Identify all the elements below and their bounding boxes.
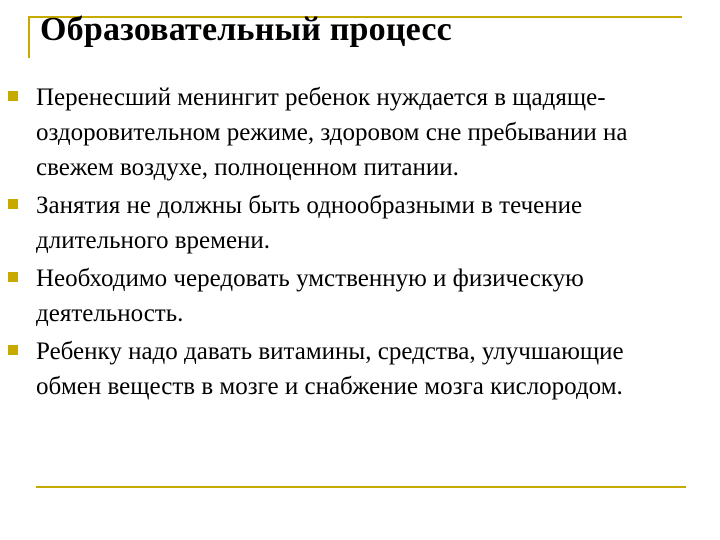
square-bullet-icon (8, 345, 18, 355)
bullet-list (0, 80, 700, 404)
bullet-text: Ребенку надо давать витамины, средства, улучшающие обмен веществ в мозге и снабжение мозга кислородом. (36, 338, 624, 400)
square-bullet-icon (8, 199, 18, 209)
bullet-item (0, 188, 700, 258)
bullet-text: Необходимо чередовать умственную и физическую деятельность. (36, 265, 584, 327)
square-bullet-icon (8, 272, 18, 282)
bullet-text: Занятия не должны быть однообразными в течение длительного времени. (36, 192, 583, 254)
bullet-item (0, 261, 700, 331)
bullet-item (0, 334, 700, 404)
bottom-rule (36, 486, 686, 488)
square-bullet-icon (8, 91, 18, 101)
bullet-text: Перенесший менингит ребенок нуждается в щадяще-оздоровительном режиме, здоровом сне пребывании на свежем воздухе, полноценном питании. (36, 84, 628, 181)
bullet-item (0, 80, 700, 185)
slide-title: Образовательный процесс (40, 11, 452, 48)
